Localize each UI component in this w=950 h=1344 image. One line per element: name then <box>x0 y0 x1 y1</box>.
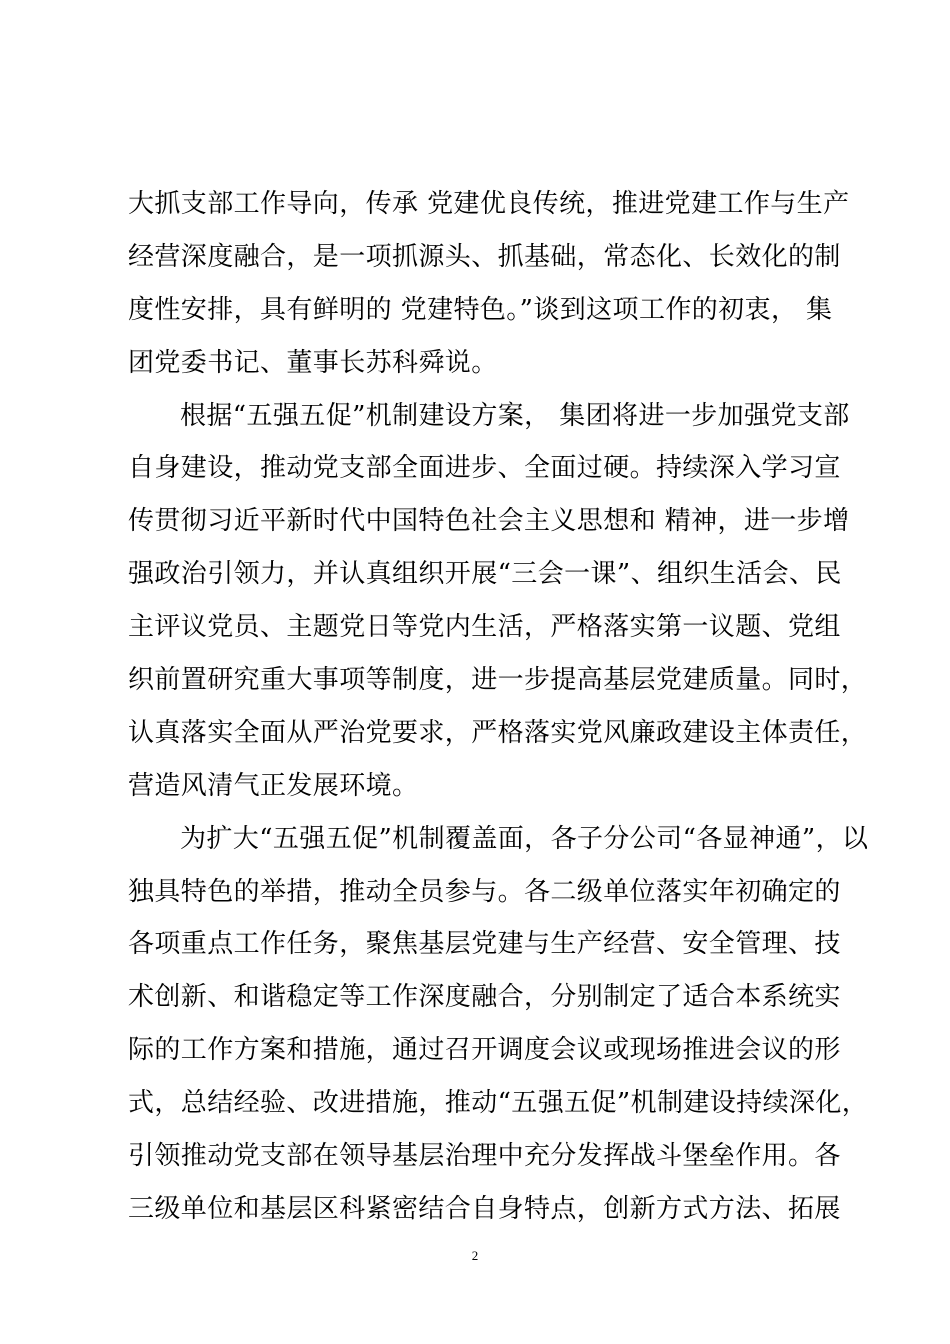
text-line: 引领推动党支部在领导基层治理中充分发挥战斗堡垒作用。各 <box>128 1141 841 1172</box>
page-number: 2 <box>471 1248 479 1263</box>
text-line: 团党委书记、董事长苏科舜说。 <box>128 347 498 378</box>
text-line: 术创新、和谐稳定等工作深度融合，分别制定了适合本系统实 <box>128 982 841 1013</box>
text-line: 强政治引领力，并认真组织开展“三会一课”、组织生活会、民 <box>128 559 842 590</box>
paragraph-first-line: 为扩大“五强五促”机制覆盖面，各子分公司“各显神通”，以 <box>180 823 869 854</box>
text-line: 际的工作方案和措施，通过召开调度会议或现场推进会议的形 <box>128 1035 841 1066</box>
text-line: 主评议党员、主题党日等党内生活，严格落实第一议题、党组 <box>128 612 841 643</box>
body-text <box>128 178 869 1236</box>
text-line: 各项重点工作任务，聚焦基层党建与生产经营、安全管理、技 <box>128 929 841 960</box>
text-line: 织前置研究重大事项等制度，进一步提高基层党建质量。同时， <box>128 665 868 696</box>
paragraph-first-line: 根据“五强五促”机制建设方案， 集团将进一步加强党支部 <box>180 400 850 431</box>
text-line: 经营深度融合，是一项抓源头、抓基础，常态化、长效化的制 <box>128 241 841 272</box>
text-line: 式，总结经验、改进措施，推动“五强五促”机制建设持续深化， <box>128 1088 869 1119</box>
text-line: 三级单位和基层区科紧密结合自身特点，创新方式方法、拓展 <box>128 1193 841 1224</box>
text-line: 度性安排，具有鲜明的 党建特色。”谈到这项工作的初衷， 集 <box>128 294 833 325</box>
text-line: 大抓支部工作导向，传承 党建优良传统，推进党建工作与生产 <box>128 189 850 219</box>
text-line: 传贯彻习近平新时代中国特色社会主义思想和 精神，进一步增 <box>128 506 850 537</box>
text-line: 独具特色的举措，推动全员参与。各二级单位落实年初确定的 <box>128 876 841 907</box>
text-line: 自身建设，推动党支部全面进步、全面过硬。持续深入学习宣 <box>128 453 841 484</box>
text-line: 认真落实全面从严治党要求，严格落实党风廉政建设主体责任， <box>128 717 868 748</box>
text-line: 营造风清气正发展环境。 <box>128 770 419 801</box>
